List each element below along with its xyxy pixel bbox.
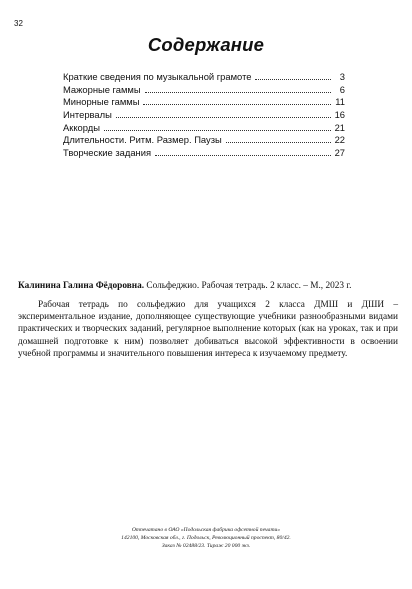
toc-entry [63, 109, 345, 122]
imprint-line: Отпечатано в ОАО «Подольская фабрика офсетной печати» [131, 527, 281, 533]
toc-leader-dots [116, 117, 331, 118]
toc-entry [63, 147, 345, 160]
toc-leader-dots [104, 130, 331, 131]
toc-entry-label: Аккорды [63, 121, 100, 133]
toc-entry [63, 96, 345, 109]
toc-entry [63, 71, 345, 84]
printer-imprint [0, 527, 412, 550]
toc-entry-page: 3 [339, 71, 345, 82]
bib-author: Калинина Галина Фёдоровна. [18, 281, 145, 291]
toc-entry-page: 27 [334, 147, 345, 159]
toc-leader-dots [255, 79, 331, 80]
toc-entry-label: Мажорные гаммы [63, 83, 141, 95]
toc-entry-label: Длительности. Ритм. Размер. Паузы [63, 134, 222, 146]
toc-entry-label: Интервалы [63, 109, 112, 121]
toc-entry [63, 134, 345, 147]
toc-entry-page: 22 [334, 134, 345, 146]
abstract-paragraph: Рабочая тетрадь по сольфеджио для учащихся 2 класса ДМШ и ДШИ – экспериментальное издание, дополняющее существующие учебники разнообразными видами практических и творческих заданий, регулярное выполнение которых (как на уроках, так и при домашней подготовке к ним) позволяет добиваться высокой эффективности в освоении учебной программы и значительного повышения интереса к изучаемому предмету. [18, 300, 398, 359]
imprint-line: Заказ № 02488/23. Тираж 20 000 экз. [161, 542, 251, 549]
bibliographic-record [18, 280, 398, 292]
toc-leader-dots [143, 104, 331, 105]
table-of-contents [63, 71, 345, 160]
bib-details: Сольфеджио. Рабочая тетрадь. 2 класс. – М., 2023 г. [144, 281, 352, 291]
toc-entry-page: 21 [334, 121, 345, 133]
toc-entry [63, 84, 345, 97]
toc-leader-dots [145, 92, 331, 93]
toc-entry [63, 122, 345, 135]
toc-leader-dots [155, 155, 331, 156]
toc-entry-page: 16 [334, 109, 345, 121]
toc-entry-page: 6 [339, 83, 345, 95]
imprint-line: 142100, Московская обл., г. Подольск, Революционный проспект, 80/42. [121, 534, 291, 541]
toc-leader-dots [226, 142, 331, 143]
toc-entry-label: Минорные гаммы [63, 96, 140, 108]
toc-entry-page: 11 [335, 96, 345, 108]
toc-entry-label: Творческие задания [63, 147, 152, 159]
page-number: 32 [14, 19, 23, 28]
toc-title: Содержание [147, 34, 265, 55]
toc-entry-label: Краткие сведения по музыкальной грамоте [63, 71, 252, 82]
